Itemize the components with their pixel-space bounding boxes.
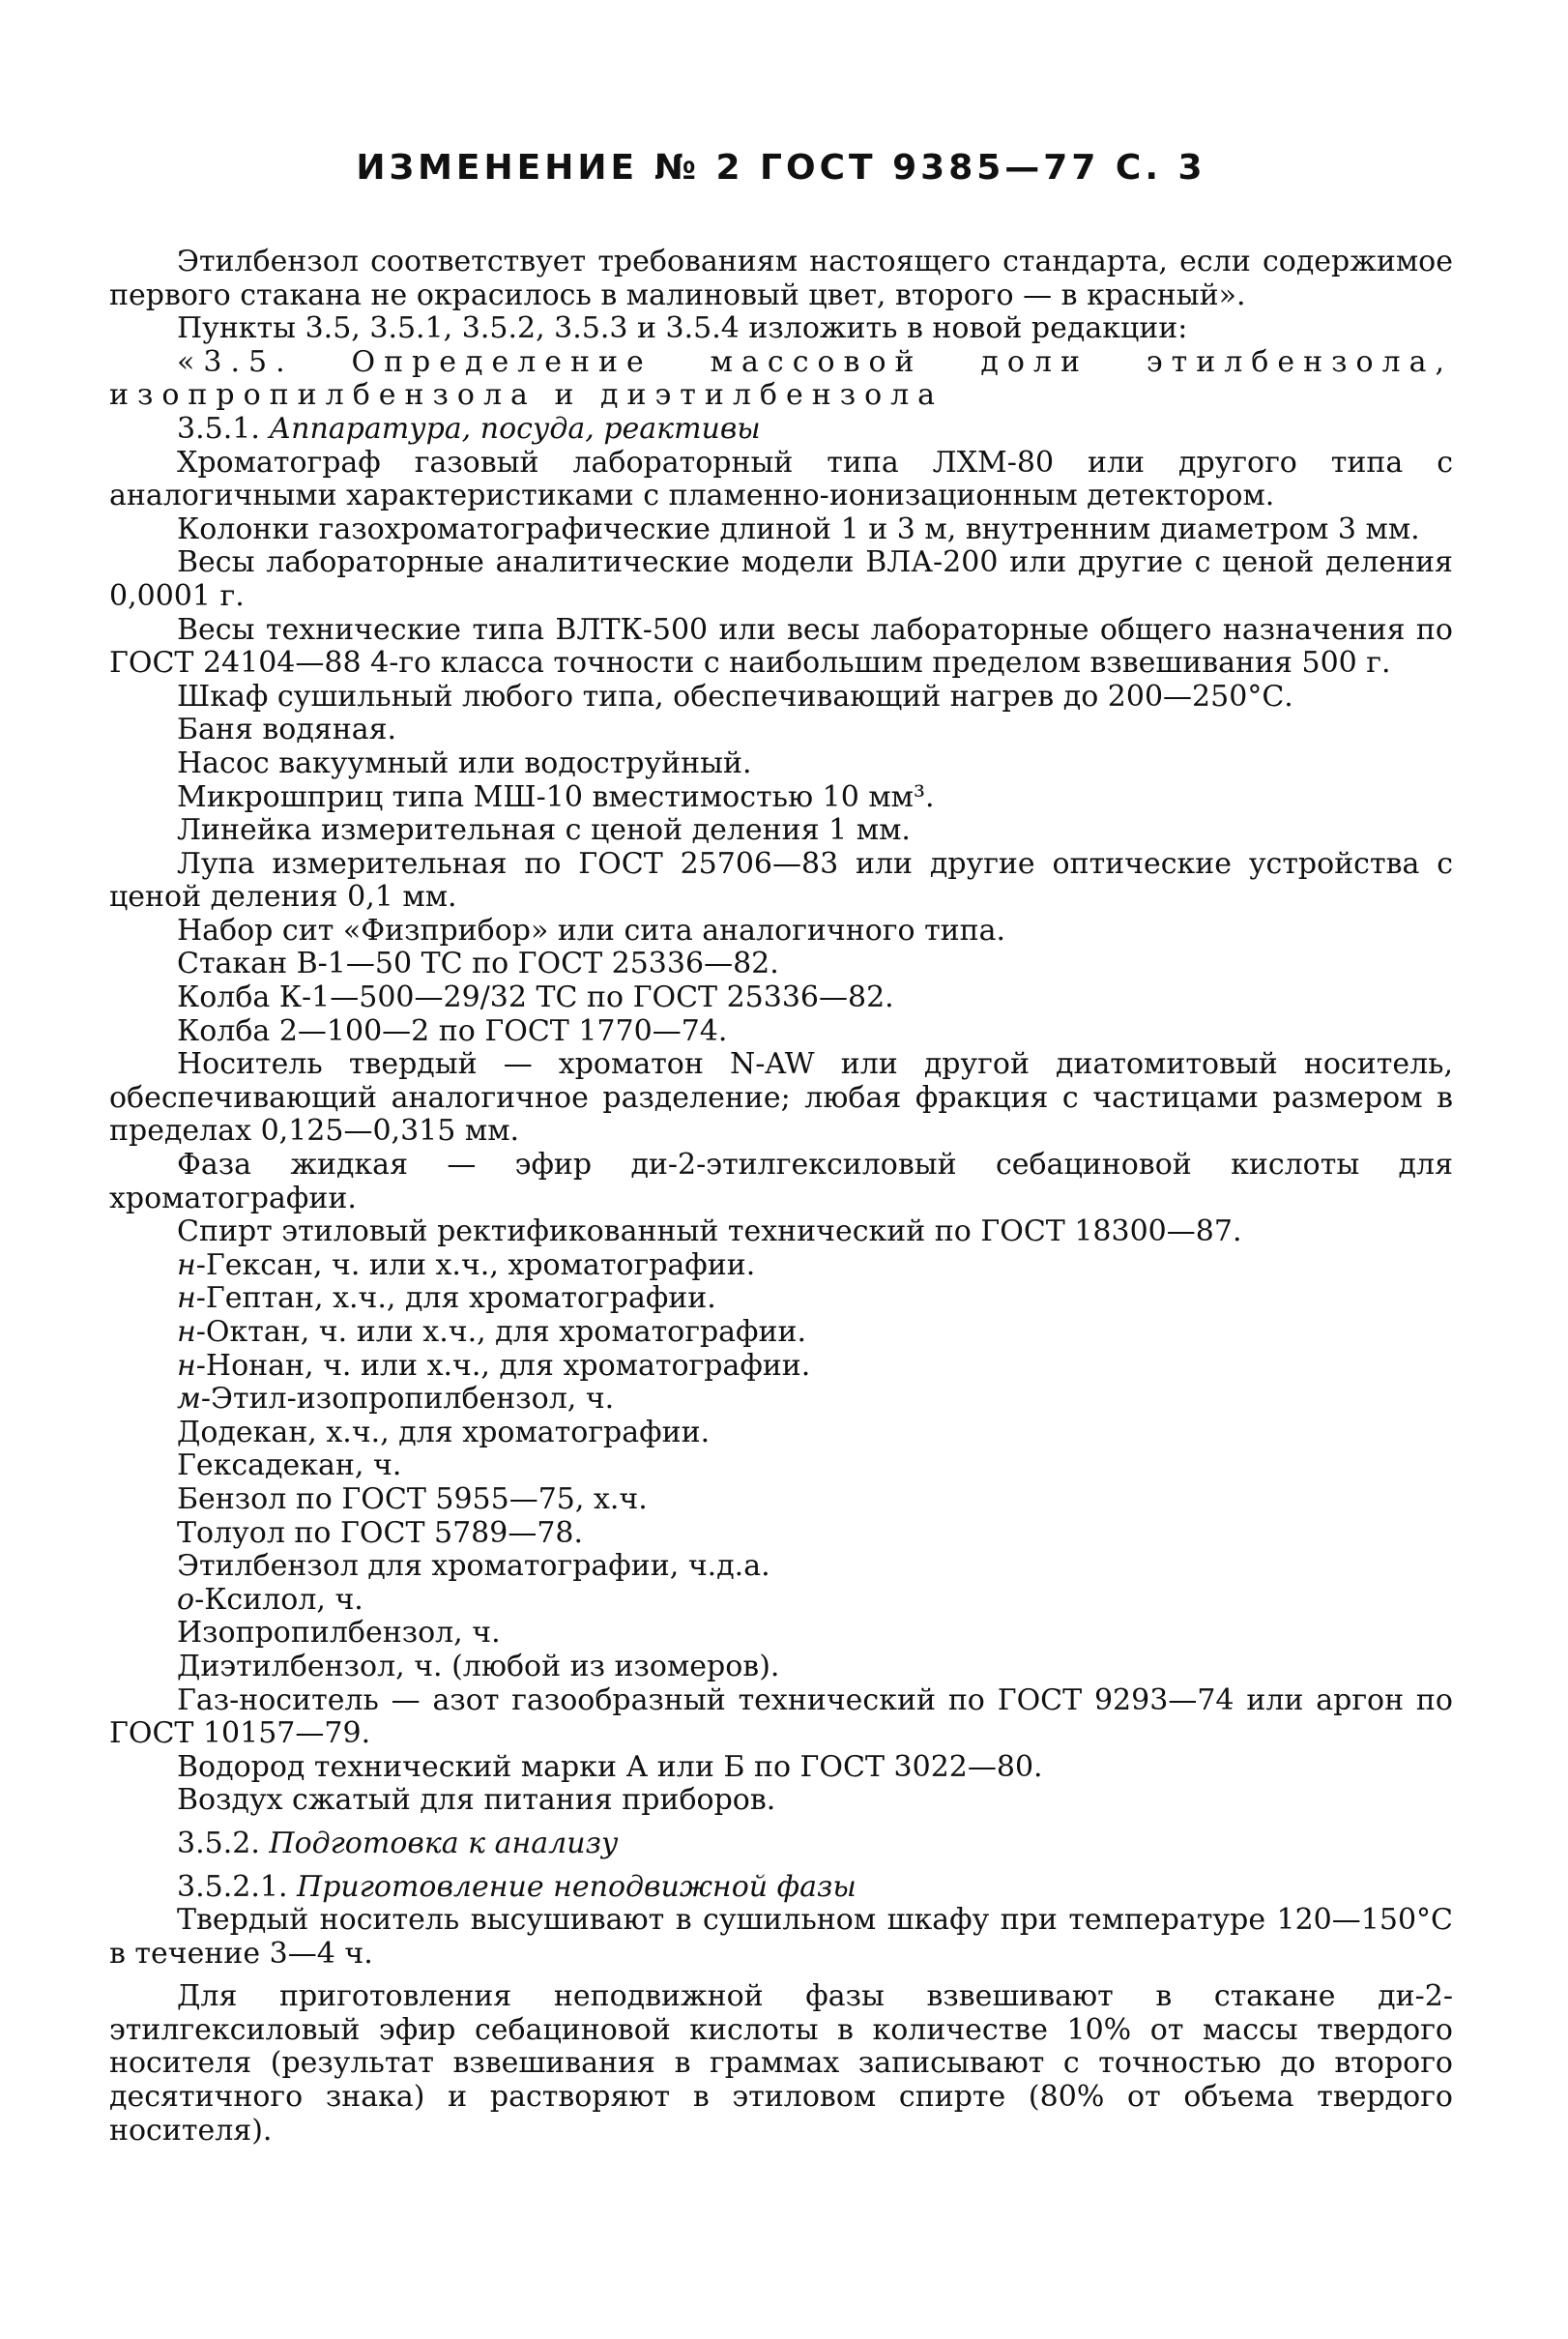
- paragraph: [109, 1015, 1453, 1049]
- paragraph: [109, 1517, 1453, 1551]
- paragraph-text: -Нонан, ч. или х.ч., для хроматографии.: [195, 1348, 811, 1383]
- paragraph: [109, 1417, 1453, 1450]
- paragraph-text: Лупа измерительная по ГОСТ 25706—83 или другие оптические устройства с ценой деления 0,1 мм.: [109, 846, 1453, 915]
- paragraph: [109, 614, 1453, 681]
- paragraph: [109, 1871, 1453, 1905]
- paragraph: [109, 1617, 1453, 1651]
- paragraph-text: Воздух сжатый для питания приборов.: [177, 1783, 776, 1818]
- paragraph: [109, 413, 1453, 447]
- paragraph-text: Додекан, х.ч., для хроматографии.: [177, 1415, 711, 1449]
- paragraph-text: Баня водяная.: [177, 713, 397, 747]
- paragraph: [109, 1784, 1453, 1818]
- paragraph: [109, 546, 1453, 613]
- paragraph-text: Водород технический марки А или Б по ГОСТ 3022—80.: [177, 1749, 1043, 1784]
- paragraph-text: Толуол по ГОСТ 5789—78.: [177, 1515, 584, 1550]
- paragraph: [109, 346, 1453, 413]
- paragraph-text: Этилбензол для хроматографии, ч.д.а.: [177, 1549, 770, 1584]
- section-heading: Приготовление неподвижной фазы: [297, 1869, 857, 1904]
- paragraph: [109, 1483, 1453, 1517]
- paragraph: [109, 1550, 1453, 1584]
- section-number: 3.5.2.: [177, 1826, 270, 1860]
- paragraph: [109, 1584, 1453, 1618]
- paragraph-text: Бензол по ГОСТ 5955—75, х.ч.: [177, 1481, 648, 1516]
- paragraph: [109, 747, 1453, 781]
- paragraph: [109, 981, 1453, 1015]
- paragraph-text: Спирт этиловый ректификованный технический по ГОСТ 18300—87.: [177, 1214, 1242, 1249]
- paragraph: [109, 1149, 1453, 1215]
- paragraph: [109, 1316, 1453, 1350]
- paragraph: [109, 1751, 1453, 1785]
- paragraph-text: -Октан, ч. или х.ч., для хроматографии.: [195, 1315, 807, 1349]
- paragraph-text: Линейка измерительная с ценой деления 1 мм.: [177, 813, 911, 848]
- paragraph: [109, 246, 1453, 312]
- paragraph: [109, 814, 1453, 848]
- document-body: [109, 246, 1453, 2148]
- chemical-prefix: н: [177, 1281, 196, 1316]
- paragraph: [109, 714, 1453, 747]
- paragraph: [109, 781, 1453, 815]
- paragraph: [109, 1383, 1453, 1417]
- section-heading: Подготовка к анализу: [269, 1826, 619, 1860]
- paragraph: [109, 1980, 1453, 2148]
- section-number: 3.5.2.1.: [177, 1869, 298, 1904]
- section-number: 3.5.1.: [177, 411, 270, 446]
- paragraph: [109, 1215, 1453, 1249]
- chemical-prefix: м: [177, 1382, 201, 1417]
- paragraph: [109, 1684, 1453, 1751]
- paragraph-text: Для приготовления неподвижной фазы взвешивают в стакане ди-2-этилгексиловый эфир себациновой кислоты в количестве 10% от массы твердого носителя (результат взвешивания в граммах записывают с точностью до второго десятичного знака) и растворяют в этиловом спирте (80% от объема твердого носителя).: [109, 1979, 1453, 2148]
- paragraph-text: Фаза жидкая — эфир ди-2-этилгексиловый себациновой кислоты для хроматографии.: [109, 1148, 1453, 1215]
- paragraph-text: Гексадекан, ч.: [177, 1448, 402, 1483]
- paragraph-text: Газ-носитель — азот газообразный технический по ГОСТ 9293—74 или аргон по ГОСТ 10157—79.: [109, 1682, 1453, 1751]
- paragraph: [109, 1651, 1453, 1684]
- paragraph: [109, 1449, 1453, 1483]
- paragraph: [109, 1282, 1453, 1316]
- paragraph: [109, 447, 1453, 513]
- paragraph-text: Насос вакуумный или водоструйный.: [177, 746, 752, 780]
- paragraph-text: Набор сит «Физприбор» или сита аналогичного типа.: [177, 913, 1006, 948]
- paragraph-text: Шкаф сушильный любого типа, обеспечивающий нагрев до 200—250°С.: [177, 679, 1293, 714]
- paragraph-text: Изопропилбензол, ч.: [177, 1616, 501, 1651]
- paragraph-text: «3.5. Определение массовой доли этилбензола, изопропилбензола и диэтилбензола: [109, 344, 1453, 413]
- paragraph-text: -Этил-изопропилбензол, ч.: [200, 1382, 615, 1417]
- document-page: [109, 0, 1453, 2339]
- paragraph-text: Колонки газохроматографические длиной 1 и 3 м, внутренним диаметром 3 мм.: [177, 512, 1420, 546]
- page-header: ИЗМЕНЕНИЕ № 2 ГОСТ 9385—77 С. 3: [356, 148, 1206, 188]
- paragraph-text: -Ксилол, ч.: [194, 1582, 363, 1617]
- chemical-prefix: н: [177, 1348, 196, 1383]
- paragraph-text: -Гептан, х.ч., для хроматографии.: [195, 1281, 716, 1316]
- paragraph: [109, 915, 1453, 949]
- paragraph-text: Носитель твердый — хроматон N-AW или другой диатомитовый носитель, обеспечивающий аналогичное разделение; любая фракция с частицами размером в пределах 0,125—0,315 мм.: [109, 1047, 1453, 1149]
- section-heading: Аппаратура, посуда, реактивы: [269, 411, 761, 446]
- paragraph-text: Колба К-1—500—29/32 ТС по ГОСТ 25336—82.: [177, 980, 894, 1015]
- paragraph-text: Весы лабораторные аналитические модели ВЛА-200 или другие с ценой деления 0,0001 г.: [109, 545, 1453, 613]
- paragraph-text: Этилбензол соответствует требованиям настоящего стандарта, если содержимое первого стакана не окрасилось в малиновый цвет, второго — в красный».: [109, 245, 1453, 312]
- paragraph-text: Диэтилбензол, ч. (любой из изомеров).: [177, 1649, 780, 1683]
- paragraph-text: -Гексан, ч. или х.ч., хроматографии.: [195, 1247, 756, 1282]
- paragraph: [109, 1249, 1453, 1283]
- paragraph-text: Колба 2—100—2 по ГОСТ 1770—74.: [177, 1013, 728, 1048]
- paragraph: [109, 1827, 1453, 1861]
- paragraph-text: Пункты 3.5, 3.5.1, 3.5.2, 3.5.3 и 3.5.4 изложить в новой редакции:: [177, 311, 1188, 346]
- paragraph: [109, 312, 1453, 346]
- chemical-prefix: н: [177, 1315, 196, 1349]
- paragraph-text: Твердый носитель высушивают в сушильном шкафу при температуре 120—150°С в течение 3—4 ч.: [109, 1903, 1453, 1971]
- paragraph: [109, 848, 1453, 915]
- paragraph: [109, 1904, 1453, 1971]
- paragraph-text: Микрошприц типа МШ-10 вместимостью 10 мм³.: [177, 779, 935, 814]
- paragraph: [109, 681, 1453, 715]
- paragraph: [109, 513, 1453, 547]
- paragraph: [109, 1350, 1453, 1384]
- chemical-prefix: о: [177, 1582, 195, 1617]
- paragraph-text: Весы технические типа ВЛТК-500 или весы лабораторные общего назначения по ГОСТ 24104—88 4-го класса точности с наибольшим пределом взвешивания 500 г.: [109, 612, 1453, 681]
- paragraph-text: Стакан В-1—50 ТС по ГОСТ 25336—82.: [177, 947, 779, 981]
- paragraph: [109, 948, 1453, 981]
- chemical-prefix: н: [177, 1247, 196, 1282]
- paragraph-text: Хроматограф газовый лабораторный типа ЛХМ-80 или другого типа с аналогичными характеристиками с пламенно-ионизационным детектором.: [109, 445, 1453, 513]
- paragraph: [109, 1048, 1453, 1149]
